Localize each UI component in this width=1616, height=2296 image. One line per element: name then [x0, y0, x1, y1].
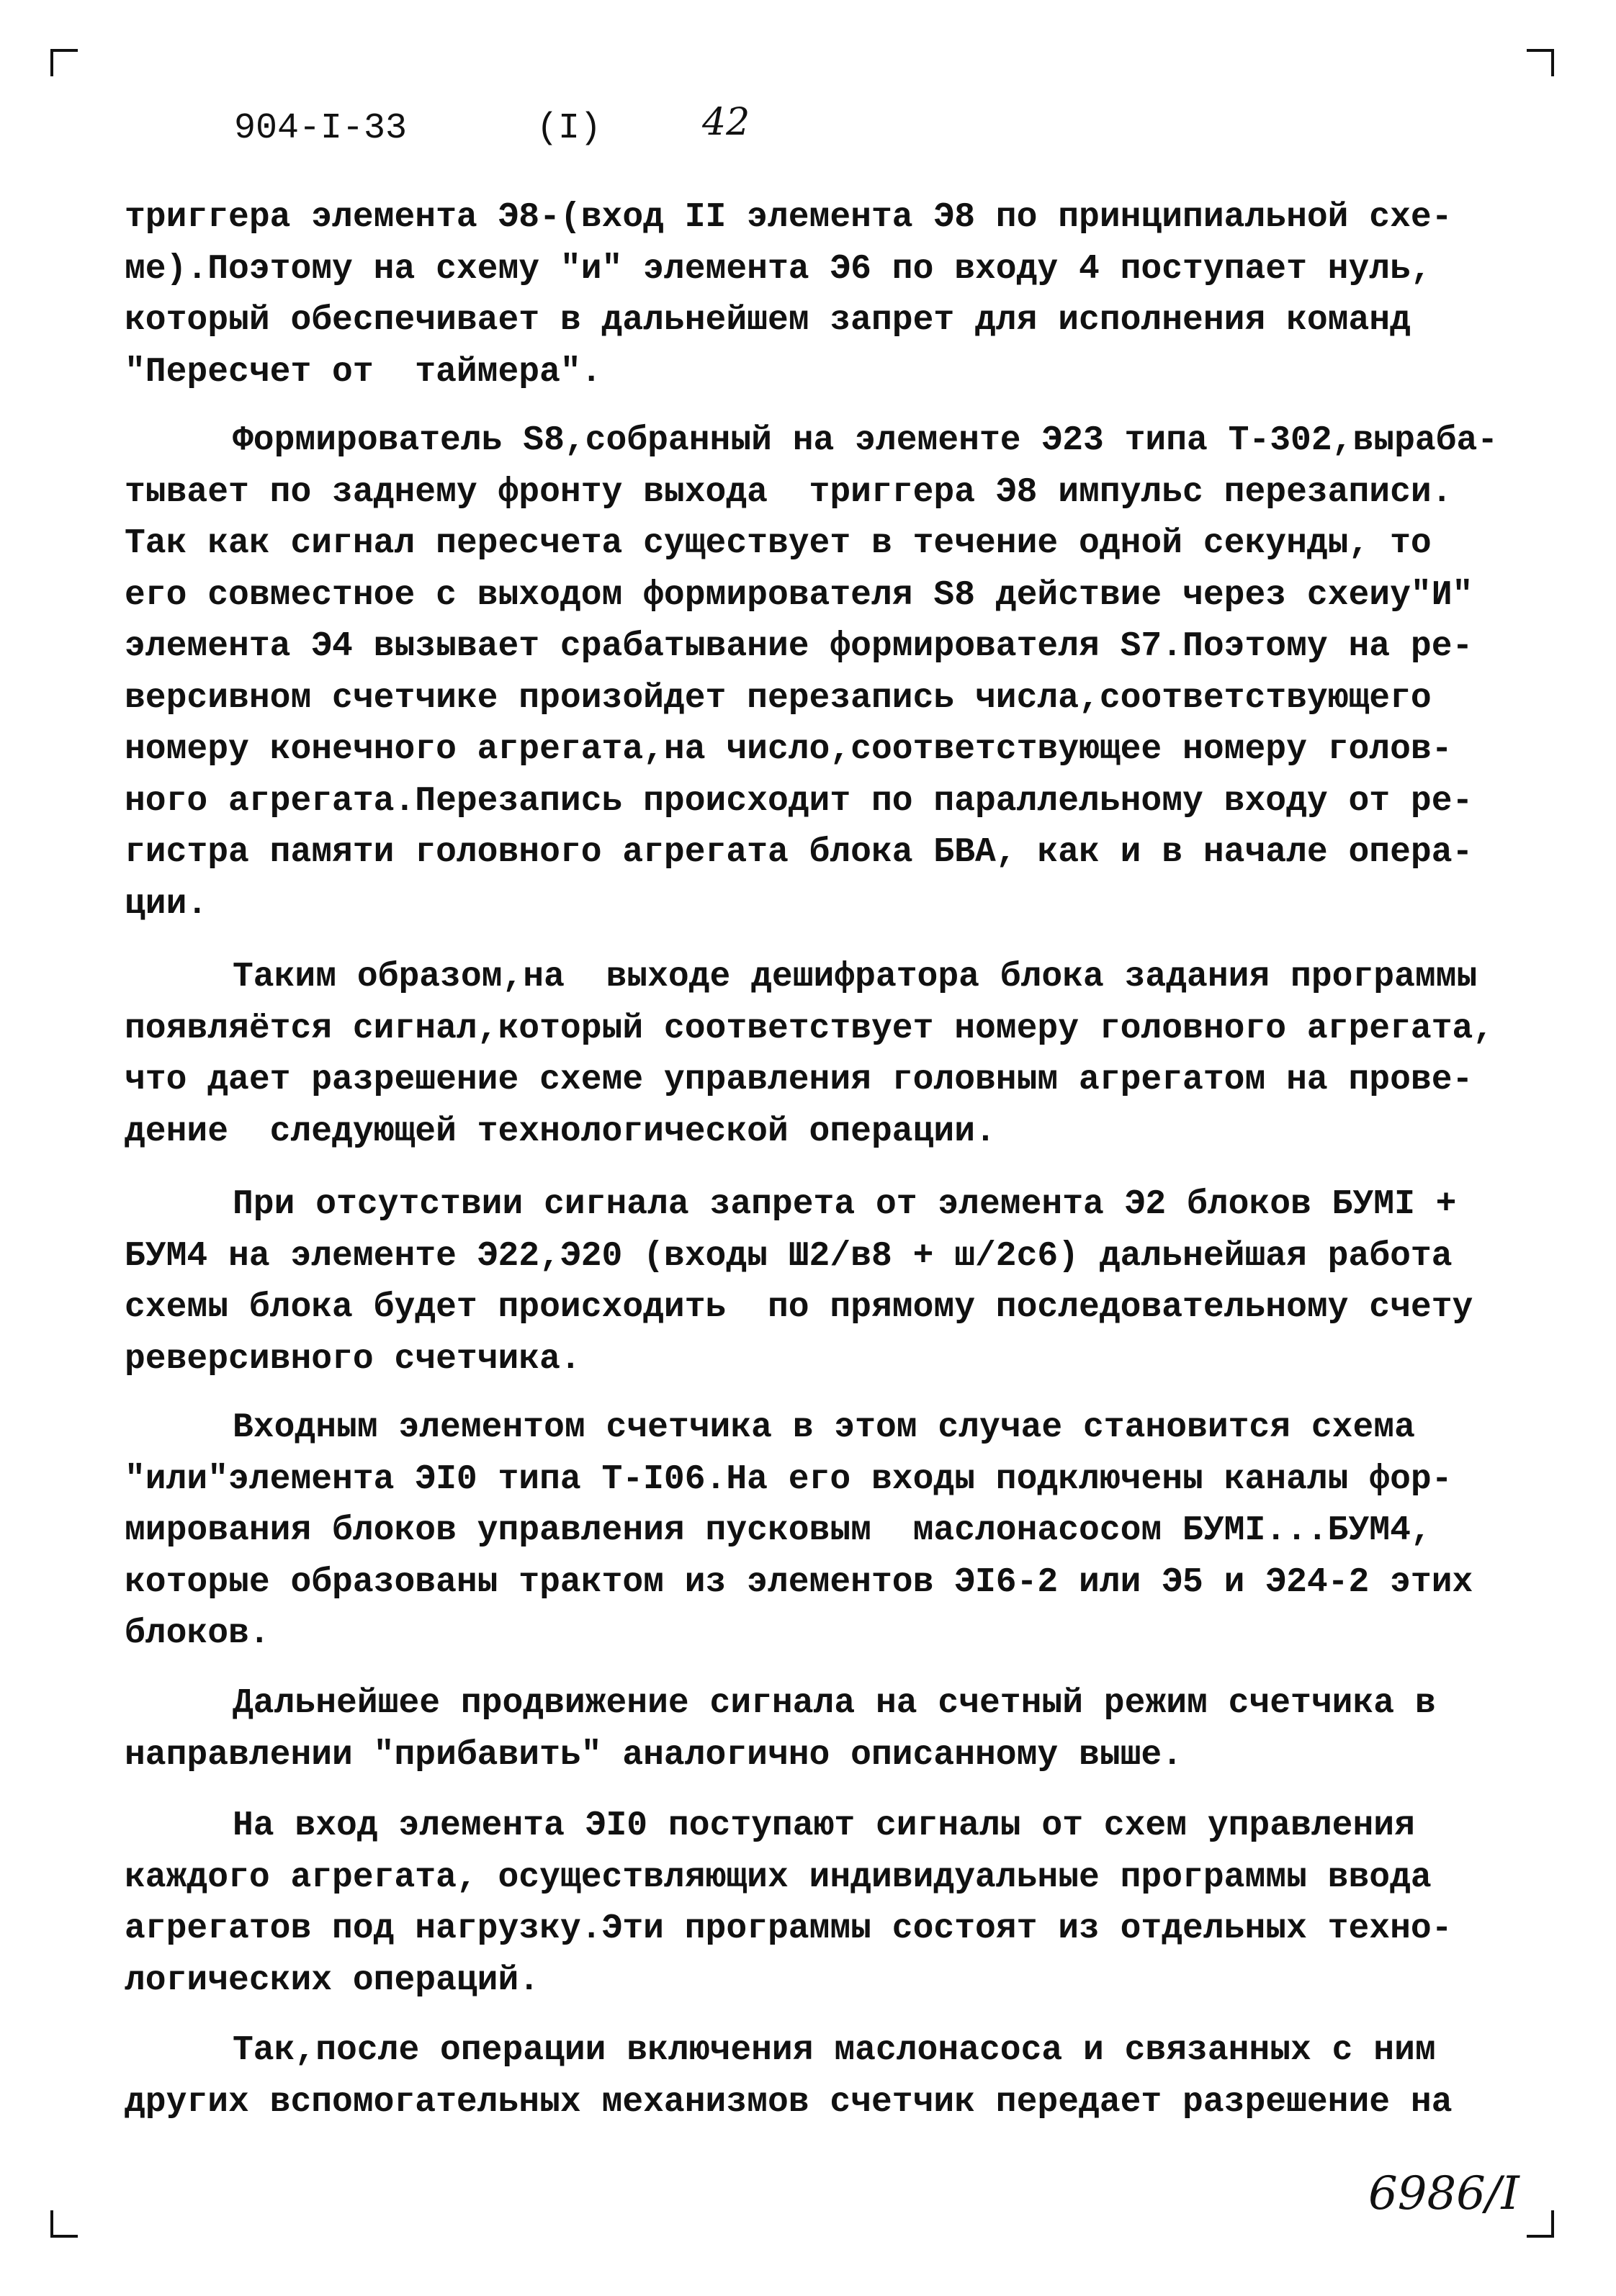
paragraph — [125, 952, 1565, 1158]
text-line: мирования блоков управления пусковым маслонасосом БУМI...БУМ4, — [125, 1511, 1432, 1550]
text-line: "Пересчет от таймера". — [125, 352, 602, 392]
text-line: его совместное с выходом формирователя S8 действие через схеиу"И" — [125, 575, 1473, 615]
paragraph — [125, 1403, 1565, 1660]
page-number: 42 — [702, 101, 750, 144]
text-line: Входным элементом счетчика в этом случае становится схема — [233, 1408, 1415, 1447]
text-line: Дальнейшее продвижение сигнала на счетный режим счетчика в — [233, 1684, 1436, 1723]
document-part: (I) — [537, 108, 602, 149]
text-line: который обеспечивает в дальнейшем запрет для исполнения команд — [125, 301, 1411, 340]
text-line: блоков. — [125, 1614, 270, 1653]
corner-mark-bottom-left — [50, 2210, 78, 2238]
text-line: реверсивного счетчика. — [125, 1339, 581, 1379]
text-line: направлении "прибавить" аналогично описанному выше. — [125, 1735, 1183, 1775]
text-line: агрегатов под нагрузку.Эти программы состоят из отдельных техно- — [125, 1909, 1453, 1948]
corner-mark-top-left — [50, 49, 78, 76]
text-line: номеру конечного агрегата,на число,соответствующее номеру голов- — [125, 730, 1453, 769]
text-line: элемента Э4 вызывает срабатывание формирователя S7.Поэтому на ре- — [125, 627, 1473, 666]
text-line: Таким образом,на выходе дешифратора блока задания программы — [233, 958, 1478, 996]
text-line: ного агрегата.Перезапись происходит по параллельному входу от ре- — [125, 781, 1473, 821]
text-line: При отсутствии сигнала запрета от элемента Э2 блоков БУМI + — [233, 1185, 1457, 1224]
paragraph — [125, 415, 1565, 930]
text-line: схемы блока будет происходить по прямому последовательному счету — [125, 1288, 1473, 1327]
text-line: Так,после операции включения маслонасоса и связанных с ним — [233, 2031, 1436, 2070]
text-line: тывает по заднему фронту выхода триггера Э8 импульс перезаписи. — [125, 472, 1453, 512]
sheet-mark: 6986/I — [1368, 2167, 1520, 2220]
corner-mark-top-right — [1527, 49, 1554, 76]
corner-mark-bottom-right — [1527, 2210, 1554, 2238]
text-line: что дает разрешение схеме управления головным агрегатом на прове- — [125, 1061, 1473, 1099]
text-line: появляётся сигнал,который соответствует номеру головного агрегата, — [125, 1009, 1494, 1048]
text-line: ции. — [125, 884, 208, 924]
text-line: На вход элемента ЭI0 поступают сигналы от схем управления — [233, 1806, 1415, 1845]
paragraph — [125, 1801, 1565, 2007]
text-line: версивном счетчике произойдет перезапись числа,соответствующего — [125, 678, 1432, 718]
document-code: 904-I-33 — [234, 108, 408, 149]
text-line: триггера элемента Э8-(вход II элемента Э8 по принципиальной схе- — [125, 198, 1453, 237]
text-line: других вспомогательных механизмов счетчик передает разрешение на — [125, 2082, 1453, 2122]
text-line: дение следующей технологической операции. — [125, 1112, 996, 1151]
paragraph — [125, 192, 1565, 398]
paragraph — [125, 1179, 1565, 1385]
text-line: каждого агрегата, осуществляющих индивидуальные программы ввода — [125, 1858, 1432, 1897]
paragraph — [125, 1678, 1565, 1781]
text-line: которые образованы трактом из элементов ЭI6-2 или Э5 и Э24-2 этих — [125, 1562, 1473, 1602]
text-line: гистра памяти головного агрегата блока БВА, как и в начале опера- — [125, 833, 1473, 872]
text-line: БУМ4 на элементе Э22,Э20 (входы Ш2/в8 + ш/2с6) дальнейшая работа — [125, 1236, 1453, 1276]
text-line: логических операций. — [125, 1960, 540, 2000]
text-line: Формирователь S8,собранный на элементе Э23 типа Т-302,выраба- — [233, 421, 1499, 460]
text-line: "или"элемента ЭI0 типа Т-I06.На его входы подключены каналы фор- — [125, 1459, 1453, 1499]
text-line: ме).Поэтому на схему "и" элемента Э6 по входу 4 поступает нуль, — [125, 249, 1432, 289]
paragraph — [125, 2025, 1565, 2128]
text-line: Так как сигнал пересчета существует в течение одной секунды, то — [125, 524, 1432, 563]
